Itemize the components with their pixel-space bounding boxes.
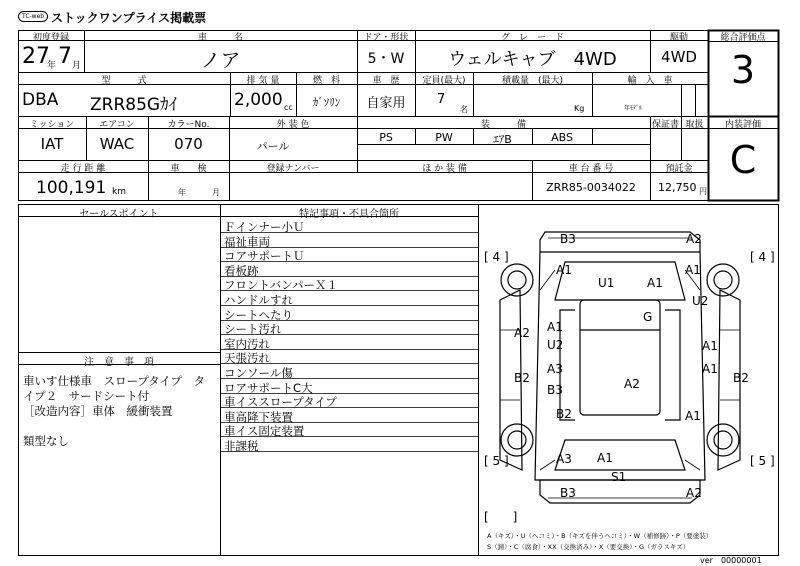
equip-ps: PS bbox=[379, 131, 393, 144]
year-model-unit: 年ﾓﾃﾞﾙ bbox=[624, 105, 643, 112]
label-color-no: カラーNo. bbox=[167, 120, 210, 130]
kg-unit: Kg bbox=[574, 104, 585, 113]
label-car-name: 車 名 bbox=[197, 33, 243, 43]
list-item: 看板跡 bbox=[224, 263, 259, 278]
list-item: Ｆインナー小Ｕ bbox=[224, 220, 305, 234]
mark-a1-r2: A1 bbox=[702, 362, 718, 376]
overall-score: 3 bbox=[730, 48, 756, 92]
label-mission: ミッション bbox=[29, 120, 75, 130]
label-equipment: 装 備 bbox=[480, 120, 526, 130]
km-unit: km bbox=[112, 187, 126, 197]
history-value: 自家用 bbox=[366, 96, 406, 111]
label-special: 特記事項・不具合箇所 bbox=[299, 209, 399, 220]
notes-line: イプ２ サードシート付 bbox=[23, 389, 150, 403]
legend-line-2: S（錆）・C（腐食）・XX（交換済み）・X（要交換）・G（ガラスキズ） bbox=[487, 543, 690, 551]
mark-b3-top: B3 bbox=[560, 232, 576, 246]
capacity-unit: 名 bbox=[460, 105, 468, 114]
first-reg-year-unit: 年 bbox=[47, 61, 57, 71]
list-item: フロントバンパーＸ１ bbox=[224, 278, 338, 293]
label-warranty: 保証書 bbox=[651, 120, 679, 130]
list-item: シート汚れ bbox=[224, 322, 282, 337]
mark-a2-b: A2 bbox=[686, 486, 702, 500]
fuel-value: ｶﾞｿﾘﾝ bbox=[312, 96, 341, 109]
notes-line: ［改造内容］車体 緩衝装置 bbox=[23, 404, 173, 418]
drive-value: 4WD bbox=[661, 48, 697, 66]
first-reg-month-unit: 月 bbox=[72, 61, 82, 71]
label-model: 型 式 bbox=[101, 76, 147, 86]
notes-line bbox=[23, 419, 205, 434]
inspection-year: 年 bbox=[178, 188, 186, 197]
label-overall: 総合評価点 bbox=[720, 33, 766, 43]
notes-text bbox=[23, 374, 205, 449]
exterior-value: パール bbox=[256, 140, 290, 153]
cc-unit: cc bbox=[284, 103, 293, 112]
label-inspection: 車 検 bbox=[170, 164, 207, 174]
grade-value: ウェルキャブ 4WD bbox=[448, 49, 617, 70]
list-item: 車イス固定装置 bbox=[224, 424, 305, 439]
page-title: ストックワンプライス掲載票 bbox=[51, 11, 207, 25]
mark-a2-top: A2 bbox=[686, 232, 702, 246]
yen-unit: 円 bbox=[699, 187, 707, 196]
list-item: 福祉車両 bbox=[224, 234, 270, 249]
inspection-month: 月 bbox=[212, 188, 220, 197]
label-sales-point: セールスポイント bbox=[79, 209, 159, 220]
mileage-value: 100,191 bbox=[36, 178, 107, 198]
mark-b3-b: B3 bbox=[560, 486, 576, 500]
door-value: 5・W bbox=[367, 51, 405, 67]
mark-u2-r: U2 bbox=[692, 294, 709, 308]
label-exterior: 外 装 色 bbox=[276, 120, 310, 130]
label-notes: 注 意 事 項 bbox=[84, 357, 154, 368]
mark-s1: S1 bbox=[611, 470, 627, 484]
list-item: ハンドルすれ bbox=[224, 292, 293, 307]
label-grade: グ レ ー ド bbox=[500, 33, 564, 43]
list-item: ロアサポートC大 bbox=[224, 380, 313, 395]
mark-a2-l: A2 bbox=[514, 326, 530, 340]
mark-a1-l: A1 bbox=[547, 320, 563, 334]
label-drive: 駆動 bbox=[669, 33, 688, 43]
equip-pw: PW bbox=[435, 131, 453, 144]
mark-b2-rl: B2 bbox=[556, 407, 572, 421]
label-first-reg: 初度登録 bbox=[32, 33, 69, 43]
bracket-bottom: [ ] bbox=[484, 510, 518, 524]
mark-b2-r: B2 bbox=[733, 371, 749, 385]
chassis-value: ZRR85-0034022 bbox=[546, 181, 636, 194]
version-label: ver 00000001 bbox=[700, 556, 762, 565]
mark-b2-l: B2 bbox=[514, 371, 530, 385]
bracket-rear-left: [ 5 ] bbox=[484, 454, 509, 468]
mark-g: G bbox=[643, 310, 653, 324]
car-name-value: ノア bbox=[200, 48, 241, 72]
label-history: 車 歴 bbox=[372, 76, 400, 86]
model-value: ZRR85Gｶｲ bbox=[90, 95, 178, 115]
label-door: ドア・形状 bbox=[363, 33, 409, 43]
list-item: 非課税 bbox=[224, 438, 259, 453]
aircon-value: WAC bbox=[99, 135, 135, 153]
mark-a1-fr: A1 bbox=[685, 263, 701, 277]
list-item: 室内汚れ bbox=[224, 336, 270, 351]
list-item: 車高降下装置 bbox=[224, 409, 293, 424]
label-load: 積載量 (最大) bbox=[501, 76, 564, 86]
bracket-rear-right: [ 5 ] bbox=[750, 454, 775, 468]
label-displacement: 排 気 量 bbox=[246, 76, 280, 86]
equip-airbag: ｴｱB bbox=[493, 133, 512, 146]
bracket-front-right: [ 4 ] bbox=[750, 250, 775, 264]
list-item: 車イススロープタイプ bbox=[224, 395, 337, 410]
list-item: シートへたり bbox=[224, 307, 293, 322]
equip-abs: ABS bbox=[551, 131, 573, 144]
mark-a1-r: A1 bbox=[702, 339, 718, 353]
first-reg-year: 27 bbox=[22, 44, 50, 69]
label-other-equip: ほ か 装 備 bbox=[422, 164, 467, 174]
price-value: 12,750 bbox=[658, 181, 697, 194]
color-no-value: 070 bbox=[174, 135, 203, 153]
bracket-front-left: [ 4 ] bbox=[484, 250, 509, 264]
list-item: コンソール傷 bbox=[224, 365, 293, 380]
mission-value: IAT bbox=[40, 135, 64, 153]
displacement-value: 2,000 bbox=[234, 90, 283, 110]
model-prefix: DBA bbox=[22, 90, 59, 110]
mark-b3-c: B3 bbox=[547, 383, 563, 397]
mark-a1-b: A1 bbox=[597, 451, 613, 465]
label-chassis: 車 台 番 号 bbox=[568, 164, 614, 174]
label-import: 輸 入 車 bbox=[627, 76, 673, 86]
logo: TC-web bbox=[18, 11, 48, 22]
legend-line-1: A（キズ）・U（ヘコミ）・B（キズを伴うヘコミ）・W（補修跡）・P（要塗装） bbox=[487, 532, 713, 540]
label-price: 預託金 bbox=[665, 164, 693, 174]
list-item: コアサポートＵ bbox=[224, 249, 305, 264]
mark-a1-rr: A1 bbox=[685, 409, 701, 423]
list-item: 天張汚れ bbox=[224, 351, 270, 366]
label-interior: 内装評価 bbox=[724, 120, 761, 130]
mark-a3-b: A3 bbox=[556, 452, 572, 466]
mark-a1-hood: A1 bbox=[647, 276, 663, 290]
label-aircon: エアコン bbox=[99, 120, 135, 130]
mark-a3-c: A3 bbox=[547, 362, 563, 376]
first-reg-month: 7 bbox=[58, 44, 72, 69]
capacity-value: 7 bbox=[437, 92, 446, 107]
mark-a2-c: A2 bbox=[624, 377, 640, 391]
interior-score: C bbox=[729, 138, 757, 182]
label-fuel: 燃 料 bbox=[312, 76, 340, 86]
special-items-list bbox=[224, 220, 338, 454]
label-mileage: 走 行 距 離 bbox=[60, 164, 106, 174]
label-capacity: 定員(最大) bbox=[422, 76, 466, 86]
label-reg-plate: 登録ナンバー bbox=[266, 164, 320, 174]
notes-line: 車いす仕様車 スロープタイプ タ bbox=[23, 374, 206, 388]
mark-a1-fl: A1 bbox=[556, 263, 572, 277]
mark-u2-l: U2 bbox=[547, 338, 564, 352]
notes-line: 類型なし bbox=[23, 434, 69, 448]
label-recall: 取扱 bbox=[685, 120, 704, 130]
mark-u1: U1 bbox=[598, 276, 615, 290]
